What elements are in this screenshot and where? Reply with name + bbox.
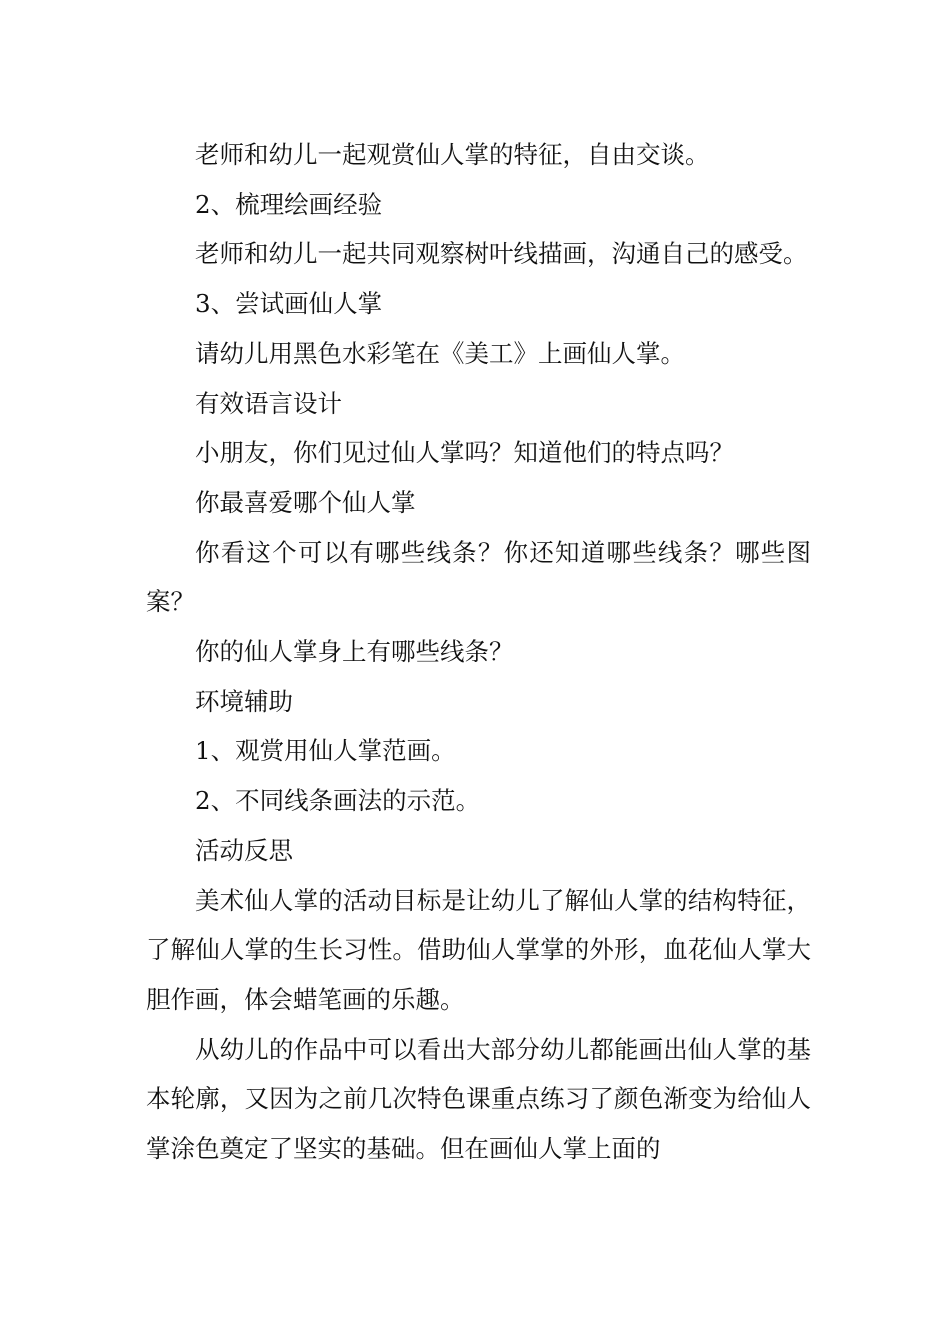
paragraph: 你最喜爱哪个仙人掌 — [195, 487, 416, 517]
paragraph: 你看这个可以有哪些线条？你还知道哪些线条？哪些图案？ — [146, 537, 811, 617]
paragraph: 从幼儿的作品中可以看出大部分幼儿都能画出仙人掌的基本轮廓，又因为之前几次特色课重点练习了颜色渐变为给仙人掌涂色奠定了坚实的基础。但在画仙人掌上面的 — [146, 1034, 811, 1164]
document-body — [146, 130, 811, 1174]
paragraph: 有效语言设计 — [195, 388, 342, 418]
paragraph: 老师和幼儿一起共同观察树叶线描画，沟通自己的感受。 — [195, 239, 808, 269]
paragraph: 环境辅助 — [195, 686, 293, 716]
paragraph: 3、尝试画仙人掌 — [195, 289, 383, 319]
paragraph: 2、梳理绘画经验 — [195, 189, 383, 219]
paragraph: 小朋友，你们见过仙人掌吗？知道他们的特点吗？ — [195, 438, 734, 468]
paragraph: 请幼儿用黑色水彩笔在《美工》上画仙人掌。 — [195, 338, 685, 368]
paragraph: 活动反思 — [195, 835, 293, 865]
paragraph: 2、不同线条画法的示范。 — [195, 786, 481, 816]
paragraph: 老师和幼儿一起观赏仙人掌的特征，自由交谈。 — [195, 140, 710, 169]
paragraph: 1、观赏用仙人掌范画。 — [195, 736, 456, 766]
paragraph: 你的仙人掌身上有哪些线条？ — [195, 637, 514, 667]
paragraph: 美术仙人掌的活动目标是让幼儿了解仙人掌的结构特征，了解仙人掌的生长习性。借助仙人掌掌的外形，血花仙人掌大胆作画，体会蜡笔画的乐趣。 — [146, 885, 811, 1014]
